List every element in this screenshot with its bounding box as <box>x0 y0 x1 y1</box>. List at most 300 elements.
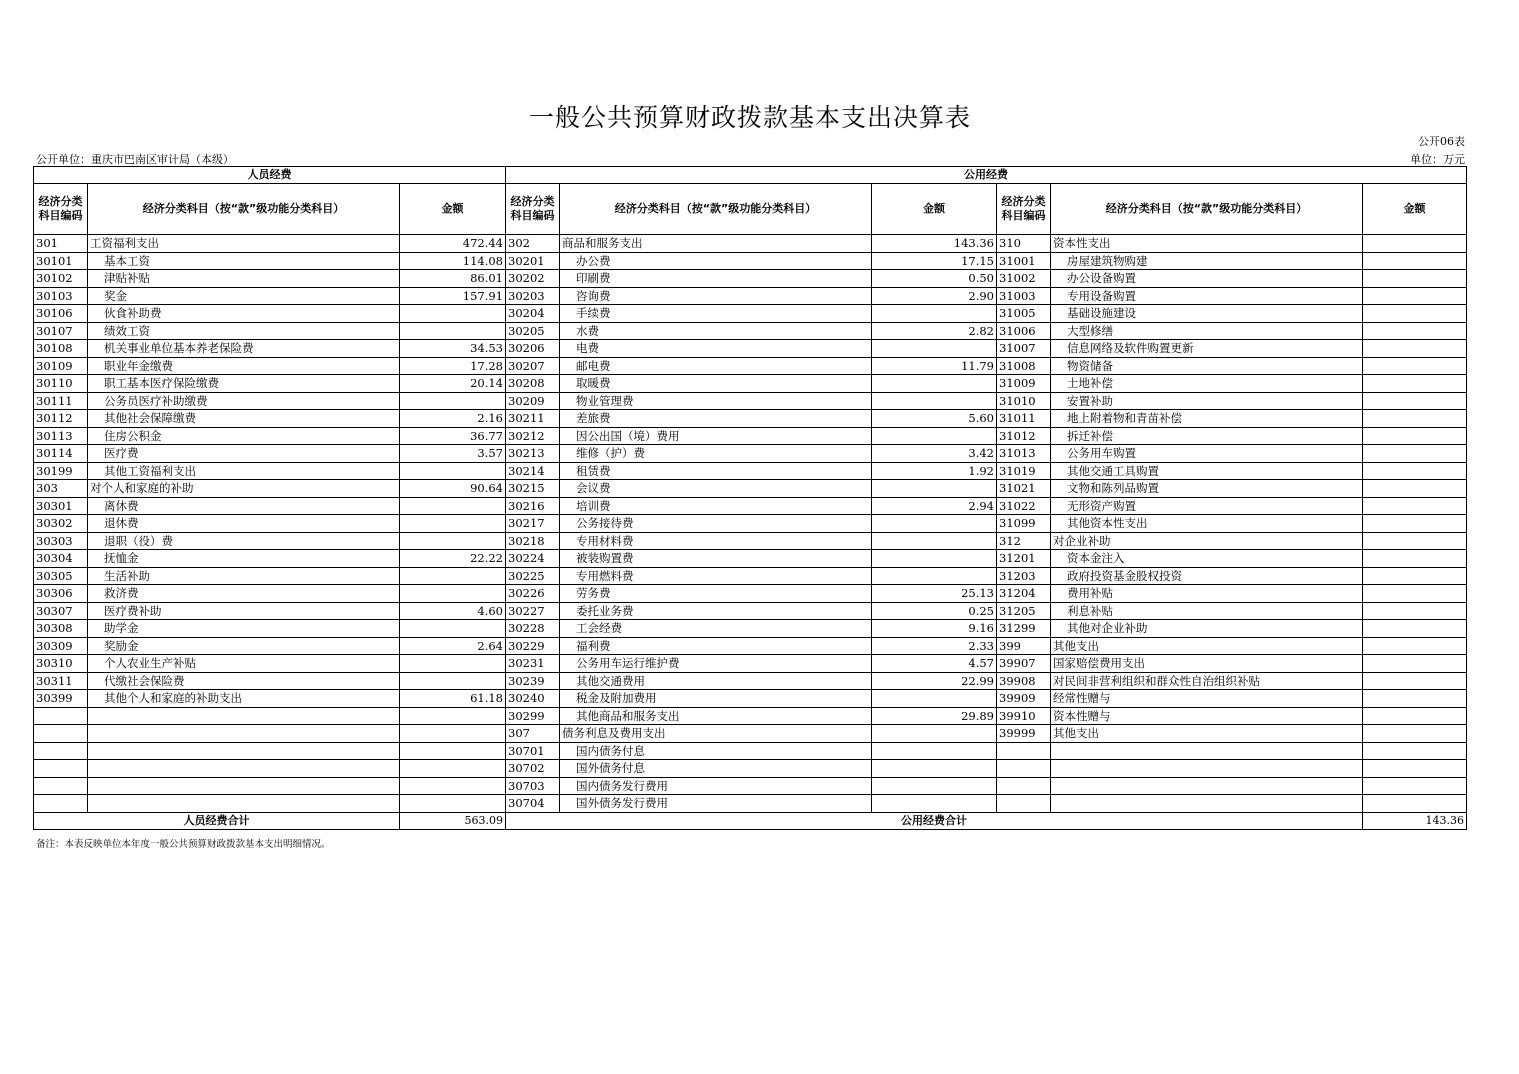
capital-code-cell: 39908 <box>997 672 1051 690</box>
capital-name-cell <box>1051 742 1363 760</box>
item-name: 工资福利支出 <box>90 236 159 251</box>
code-header: 经济分类科目编码 <box>506 184 560 235</box>
goods-code-cell: 30228 <box>506 620 560 638</box>
goods-code-cell: 30239 <box>506 672 560 690</box>
item-name: 其他对企业补助 <box>1067 621 1148 636</box>
goods-name-cell <box>560 270 872 288</box>
goods-code-cell: 30703 <box>506 777 560 795</box>
item-name: 国外债务发行费用 <box>576 796 668 811</box>
personnel-amount-cell: 22.22 <box>400 550 506 568</box>
amount-header: 金额 <box>400 184 506 235</box>
goods-code-cell: 30240 <box>506 690 560 708</box>
capital-code-cell: 31008 <box>997 357 1051 375</box>
personnel-amount-cell: 90.64 <box>400 480 506 498</box>
goods-name-cell <box>560 620 872 638</box>
personnel-code-cell: 30103 <box>34 287 88 305</box>
personnel-code-cell: 30306 <box>34 585 88 603</box>
item-name: 抚恤金 <box>104 551 139 566</box>
personnel-amount-cell <box>400 322 506 340</box>
personnel-amount-cell <box>400 567 506 585</box>
item-name: 公务用车运行维护费 <box>576 656 680 671</box>
capital-code-cell: 31003 <box>997 287 1051 305</box>
goods-code-cell: 30203 <box>506 287 560 305</box>
capital-code-cell: 31201 <box>997 550 1051 568</box>
currency-unit: 单位：万元 <box>1410 153 1465 166</box>
capital-name-cell <box>1051 725 1363 743</box>
item-name: 费用补贴 <box>1067 586 1113 601</box>
personnel-amount-cell: 86.01 <box>400 270 506 288</box>
table-row <box>34 550 1467 568</box>
capital-amount-cell <box>1363 305 1467 323</box>
capital-amount-cell <box>1363 567 1467 585</box>
capital-amount-cell <box>1363 270 1467 288</box>
goods-code-cell: 30227 <box>506 602 560 620</box>
personnel-name-cell <box>88 690 400 708</box>
capital-code-cell: 31299 <box>997 620 1051 638</box>
item-name: 办公费 <box>576 253 611 268</box>
item-name: 退职（役）费 <box>104 533 173 548</box>
goods-amount-cell: 0.25 <box>872 602 997 620</box>
personnel-name-cell <box>88 445 400 463</box>
table-row <box>34 340 1467 358</box>
item-name: 其他个人和家庭的补助支出 <box>104 691 242 706</box>
table-row <box>34 392 1467 410</box>
item-name: 专用材料费 <box>576 533 634 548</box>
capital-amount-cell <box>1363 760 1467 778</box>
goods-name-cell <box>560 707 872 725</box>
capital-amount-cell <box>1363 375 1467 393</box>
goods-name-cell <box>560 480 872 498</box>
item-name: 职业年金缴费 <box>104 358 173 373</box>
item-name: 因公出国（境）费用 <box>576 428 680 443</box>
item-name: 其他社会保障缴费 <box>104 411 196 426</box>
reporting-unit: 公开单位：重庆市巴南区审计局（本级） <box>36 153 234 166</box>
item-name: 安置补助 <box>1067 393 1113 408</box>
personnel-amount-cell <box>400 392 506 410</box>
goods-code-cell: 30226 <box>506 585 560 603</box>
item-name: 救济费 <box>104 586 139 601</box>
item-name: 助学金 <box>104 621 139 636</box>
table-row <box>34 585 1467 603</box>
personnel-name-cell <box>88 392 400 410</box>
item-name: 咨询费 <box>576 288 611 303</box>
code-header: 经济分类科目编码 <box>997 184 1051 235</box>
personnel-amount-cell: 472.44 <box>400 235 506 253</box>
goods-code-cell: 30212 <box>506 427 560 445</box>
personnel-code-cell <box>34 760 88 778</box>
goods-amount-cell <box>872 690 997 708</box>
item-name: 资本性支出 <box>1053 236 1111 251</box>
goods-code-cell: 30205 <box>506 322 560 340</box>
capital-amount-cell <box>1363 357 1467 375</box>
item-name: 奖励金 <box>104 638 139 653</box>
goods-name-cell <box>560 305 872 323</box>
table-row <box>34 410 1467 428</box>
personnel-name-cell <box>88 515 400 533</box>
personnel-amount-cell <box>400 742 506 760</box>
group-header-row <box>34 167 1467 184</box>
capital-name-cell <box>1051 585 1363 603</box>
personnel-code-cell: 30107 <box>34 322 88 340</box>
capital-code-cell: 312 <box>997 532 1051 550</box>
table-row <box>34 305 1467 323</box>
goods-amount-cell <box>872 480 997 498</box>
goods-amount-cell <box>872 742 997 760</box>
table-row <box>34 497 1467 515</box>
item-name: 培训费 <box>576 498 611 513</box>
item-name: 奖金 <box>104 288 127 303</box>
capital-code-cell: 39909 <box>997 690 1051 708</box>
goods-name-cell <box>560 690 872 708</box>
capital-amount-cell <box>1363 777 1467 795</box>
goods-name-cell <box>560 375 872 393</box>
personnel-code-cell <box>34 725 88 743</box>
goods-code-cell: 30217 <box>506 515 560 533</box>
personnel-code-cell: 30301 <box>34 497 88 515</box>
capital-amount-cell <box>1363 287 1467 305</box>
item-name: 邮电费 <box>576 358 611 373</box>
personnel-name-cell <box>88 620 400 638</box>
public-total-value: 143.36 <box>1363 812 1467 830</box>
item-name: 印刷费 <box>576 271 611 286</box>
personnel-name-cell <box>88 480 400 498</box>
capital-amount-cell <box>1363 550 1467 568</box>
item-name: 公务用车购置 <box>1067 446 1136 461</box>
capital-name-cell <box>1051 672 1363 690</box>
item-name: 其他商品和服务支出 <box>576 708 680 723</box>
capital-name-cell <box>1051 550 1363 568</box>
table-row <box>34 270 1467 288</box>
personnel-amount-cell: 36.77 <box>400 427 506 445</box>
item-name: 房屋建筑物购建 <box>1067 253 1148 268</box>
item-name: 经常性赠与 <box>1053 691 1111 706</box>
item-name: 国内债务付息 <box>576 743 645 758</box>
table-row <box>34 602 1467 620</box>
personnel-code-cell: 30303 <box>34 532 88 550</box>
personnel-name-cell <box>88 235 400 253</box>
item-name: 对民间非营利组织和群众性自治组织补贴 <box>1053 673 1260 688</box>
table-row <box>34 620 1467 638</box>
expenditure-table <box>33 166 1467 830</box>
personnel-code-cell: 30108 <box>34 340 88 358</box>
totals-row <box>34 812 1467 830</box>
capital-code-cell: 31019 <box>997 462 1051 480</box>
item-name: 医疗费 <box>104 446 139 461</box>
capital-name-cell <box>1051 532 1363 550</box>
item-name: 国内债务发行费用 <box>576 778 668 793</box>
personnel-name-cell <box>88 357 400 375</box>
table-row <box>34 515 1467 533</box>
table-row <box>34 480 1467 498</box>
goods-amount-cell <box>872 532 997 550</box>
capital-name-cell <box>1051 795 1363 813</box>
capital-code-cell: 31009 <box>997 375 1051 393</box>
goods-amount-cell: 17.15 <box>872 252 997 270</box>
table-row <box>34 252 1467 270</box>
capital-name-cell <box>1051 690 1363 708</box>
personnel-amount-cell <box>400 620 506 638</box>
capital-code-cell: 31011 <box>997 410 1051 428</box>
table-row <box>34 637 1467 655</box>
goods-code-cell: 30214 <box>506 462 560 480</box>
capital-name-cell <box>1051 480 1363 498</box>
item-name: 办公设备购置 <box>1067 271 1136 286</box>
item-name: 拆迁补偿 <box>1067 428 1113 443</box>
personnel-amount-cell <box>400 515 506 533</box>
capital-code-cell: 31099 <box>997 515 1051 533</box>
personnel-name-cell <box>88 270 400 288</box>
goods-name-cell <box>560 235 872 253</box>
goods-amount-cell: 2.94 <box>872 497 997 515</box>
goods-amount-cell <box>872 567 997 585</box>
table-row <box>34 742 1467 760</box>
capital-amount-cell <box>1363 392 1467 410</box>
capital-code-cell: 31006 <box>997 322 1051 340</box>
goods-name-cell <box>560 655 872 673</box>
personnel-name-cell <box>88 585 400 603</box>
capital-name-cell <box>1051 410 1363 428</box>
goods-amount-cell: 3.42 <box>872 445 997 463</box>
item-name: 个人农业生产补贴 <box>104 656 196 671</box>
personnel-code-cell: 30112 <box>34 410 88 428</box>
capital-amount-cell <box>1363 515 1467 533</box>
capital-code-cell: 39907 <box>997 655 1051 673</box>
table-row <box>34 462 1467 480</box>
goods-amount-cell <box>872 777 997 795</box>
capital-amount-cell <box>1363 340 1467 358</box>
goods-name-cell <box>560 585 872 603</box>
item-name: 福利费 <box>576 638 611 653</box>
item-name: 土地补偿 <box>1067 376 1113 391</box>
table-row <box>34 690 1467 708</box>
capital-name-cell <box>1051 515 1363 533</box>
goods-code-cell: 30229 <box>506 637 560 655</box>
personnel-name-cell <box>88 322 400 340</box>
capital-amount-cell <box>1363 427 1467 445</box>
goods-amount-cell <box>872 725 997 743</box>
personnel-amount-cell: 20.14 <box>400 375 506 393</box>
goods-name-cell <box>560 410 872 428</box>
personnel-name-cell <box>88 340 400 358</box>
public-total-label: 公用经费合计 <box>506 812 1363 830</box>
personnel-amount-cell: 17.28 <box>400 357 506 375</box>
capital-amount-cell <box>1363 795 1467 813</box>
capital-name-cell <box>1051 235 1363 253</box>
goods-name-cell <box>560 725 872 743</box>
table-row <box>34 532 1467 550</box>
goods-amount-cell <box>872 392 997 410</box>
capital-code-cell: 39910 <box>997 707 1051 725</box>
goods-name-cell <box>560 287 872 305</box>
personnel-amount-cell <box>400 707 506 725</box>
capital-amount-cell <box>1363 462 1467 480</box>
personnel-name-cell <box>88 410 400 428</box>
name-header: 经济分类科目（按“款”级功能分类科目） <box>560 184 872 235</box>
column-header-row <box>34 184 1467 235</box>
goods-amount-cell: 1.92 <box>872 462 997 480</box>
table-row <box>34 322 1467 340</box>
table-row <box>34 777 1467 795</box>
item-name: 信息网络及软件购置更新 <box>1067 341 1194 356</box>
capital-code-cell: 31002 <box>997 270 1051 288</box>
form-number: 公开06表 <box>1418 135 1465 148</box>
goods-code-cell: 30299 <box>506 707 560 725</box>
capital-name-cell <box>1051 270 1363 288</box>
personnel-code-cell <box>34 777 88 795</box>
item-name: 退休费 <box>104 516 139 531</box>
personnel-amount-cell: 34.53 <box>400 340 506 358</box>
item-name: 税金及附加费用 <box>576 691 657 706</box>
capital-name-cell <box>1051 340 1363 358</box>
item-name: 物业管理费 <box>576 393 634 408</box>
goods-name-cell <box>560 515 872 533</box>
personnel-group-header: 人员经费 <box>34 167 506 184</box>
capital-name-cell <box>1051 602 1363 620</box>
item-name: 大型修缮 <box>1067 323 1113 338</box>
goods-name-cell <box>560 795 872 813</box>
goods-name-cell <box>560 445 872 463</box>
personnel-name-cell <box>88 795 400 813</box>
goods-code-cell: 30216 <box>506 497 560 515</box>
personnel-amount-cell <box>400 725 506 743</box>
personnel-amount-cell <box>400 585 506 603</box>
item-name: 政府投资基金股权投资 <box>1067 568 1182 583</box>
personnel-amount-cell <box>400 462 506 480</box>
personnel-code-cell: 30199 <box>34 462 88 480</box>
personnel-amount-cell <box>400 655 506 673</box>
table-row <box>34 707 1467 725</box>
item-name: 物资储备 <box>1067 358 1113 373</box>
goods-amount-cell <box>872 340 997 358</box>
item-name: 其他工资福利支出 <box>104 463 196 478</box>
capital-code-cell: 31001 <box>997 252 1051 270</box>
capital-name-cell <box>1051 637 1363 655</box>
personnel-code-cell <box>34 707 88 725</box>
goods-name-cell <box>560 357 872 375</box>
personnel-amount-cell: 2.16 <box>400 410 506 428</box>
table-row <box>34 235 1467 253</box>
goods-name-cell <box>560 532 872 550</box>
goods-name-cell <box>560 777 872 795</box>
capital-amount-cell <box>1363 602 1467 620</box>
item-name: 文物和陈列品购置 <box>1067 481 1159 496</box>
item-name: 对个人和家庭的补助 <box>90 481 194 496</box>
capital-amount-cell <box>1363 235 1467 253</box>
item-name: 委托业务费 <box>576 603 634 618</box>
capital-name-cell <box>1051 375 1363 393</box>
capital-name-cell <box>1051 445 1363 463</box>
personnel-name-cell <box>88 707 400 725</box>
item-name: 其他交通费用 <box>576 673 645 688</box>
personnel-amount-cell: 157.91 <box>400 287 506 305</box>
capital-amount-cell <box>1363 445 1467 463</box>
capital-code-cell: 310 <box>997 235 1051 253</box>
table-row <box>34 427 1467 445</box>
capital-code-cell: 39999 <box>997 725 1051 743</box>
personnel-code-cell: 30114 <box>34 445 88 463</box>
goods-code-cell: 30704 <box>506 795 560 813</box>
personnel-name-cell <box>88 655 400 673</box>
table-row <box>34 655 1467 673</box>
item-name: 其他支出 <box>1053 638 1099 653</box>
goods-code-cell: 30702 <box>506 760 560 778</box>
table-row <box>34 357 1467 375</box>
goods-code-cell: 30204 <box>506 305 560 323</box>
personnel-code-cell: 30304 <box>34 550 88 568</box>
item-name: 劳务费 <box>576 586 611 601</box>
capital-code-cell: 31007 <box>997 340 1051 358</box>
capital-name-cell <box>1051 707 1363 725</box>
personnel-code-cell: 30106 <box>34 305 88 323</box>
goods-amount-cell: 2.33 <box>872 637 997 655</box>
capital-name-cell <box>1051 760 1363 778</box>
personnel-name-cell <box>88 742 400 760</box>
capital-code-cell <box>997 742 1051 760</box>
goods-name-cell <box>560 672 872 690</box>
goods-amount-cell: 22.99 <box>872 672 997 690</box>
personnel-code-cell: 30111 <box>34 392 88 410</box>
goods-code-cell: 30202 <box>506 270 560 288</box>
capital-amount-cell <box>1363 620 1467 638</box>
item-name: 公务接待费 <box>576 516 634 531</box>
name-header: 经济分类科目（按“款”级功能分类科目） <box>88 184 400 235</box>
item-name: 债务利息及费用支出 <box>562 726 666 741</box>
capital-amount-cell <box>1363 637 1467 655</box>
personnel-code-cell: 30311 <box>34 672 88 690</box>
goods-amount-cell <box>872 375 997 393</box>
personnel-name-cell <box>88 760 400 778</box>
goods-code-cell: 30208 <box>506 375 560 393</box>
personnel-amount-cell: 4.60 <box>400 602 506 620</box>
goods-code-cell: 30207 <box>506 357 560 375</box>
goods-amount-cell: 5.60 <box>872 410 997 428</box>
personnel-code-cell: 30307 <box>34 602 88 620</box>
personnel-code-cell: 30305 <box>34 567 88 585</box>
goods-amount-cell <box>872 427 997 445</box>
capital-amount-cell <box>1363 497 1467 515</box>
item-name: 其他支出 <box>1053 726 1099 741</box>
table-row <box>34 445 1467 463</box>
capital-amount-cell <box>1363 690 1467 708</box>
goods-name-cell <box>560 427 872 445</box>
personnel-code-cell: 30308 <box>34 620 88 638</box>
capital-name-cell <box>1051 497 1363 515</box>
personnel-amount-cell: 61.18 <box>400 690 506 708</box>
personnel-name-cell <box>88 567 400 585</box>
goods-name-cell <box>560 567 872 585</box>
capital-code-cell <box>997 777 1051 795</box>
amount-header: 金额 <box>872 184 997 235</box>
personnel-name-cell <box>88 725 400 743</box>
goods-name-cell <box>560 637 872 655</box>
personnel-amount-cell: 114.08 <box>400 252 506 270</box>
capital-code-cell: 31012 <box>997 427 1051 445</box>
goods-code-cell: 30211 <box>506 410 560 428</box>
goods-name-cell <box>560 602 872 620</box>
goods-code-cell: 30213 <box>506 445 560 463</box>
item-name: 津贴补贴 <box>104 271 150 286</box>
item-name: 医疗费补助 <box>104 603 162 618</box>
personnel-code-cell: 303 <box>34 480 88 498</box>
capital-code-cell: 31013 <box>997 445 1051 463</box>
item-name: 代缴社会保险费 <box>104 673 185 688</box>
personnel-name-cell <box>88 550 400 568</box>
personnel-name-cell <box>88 427 400 445</box>
goods-name-cell <box>560 760 872 778</box>
capital-amount-cell <box>1363 410 1467 428</box>
goods-amount-cell: 9.16 <box>872 620 997 638</box>
goods-code-cell: 30209 <box>506 392 560 410</box>
